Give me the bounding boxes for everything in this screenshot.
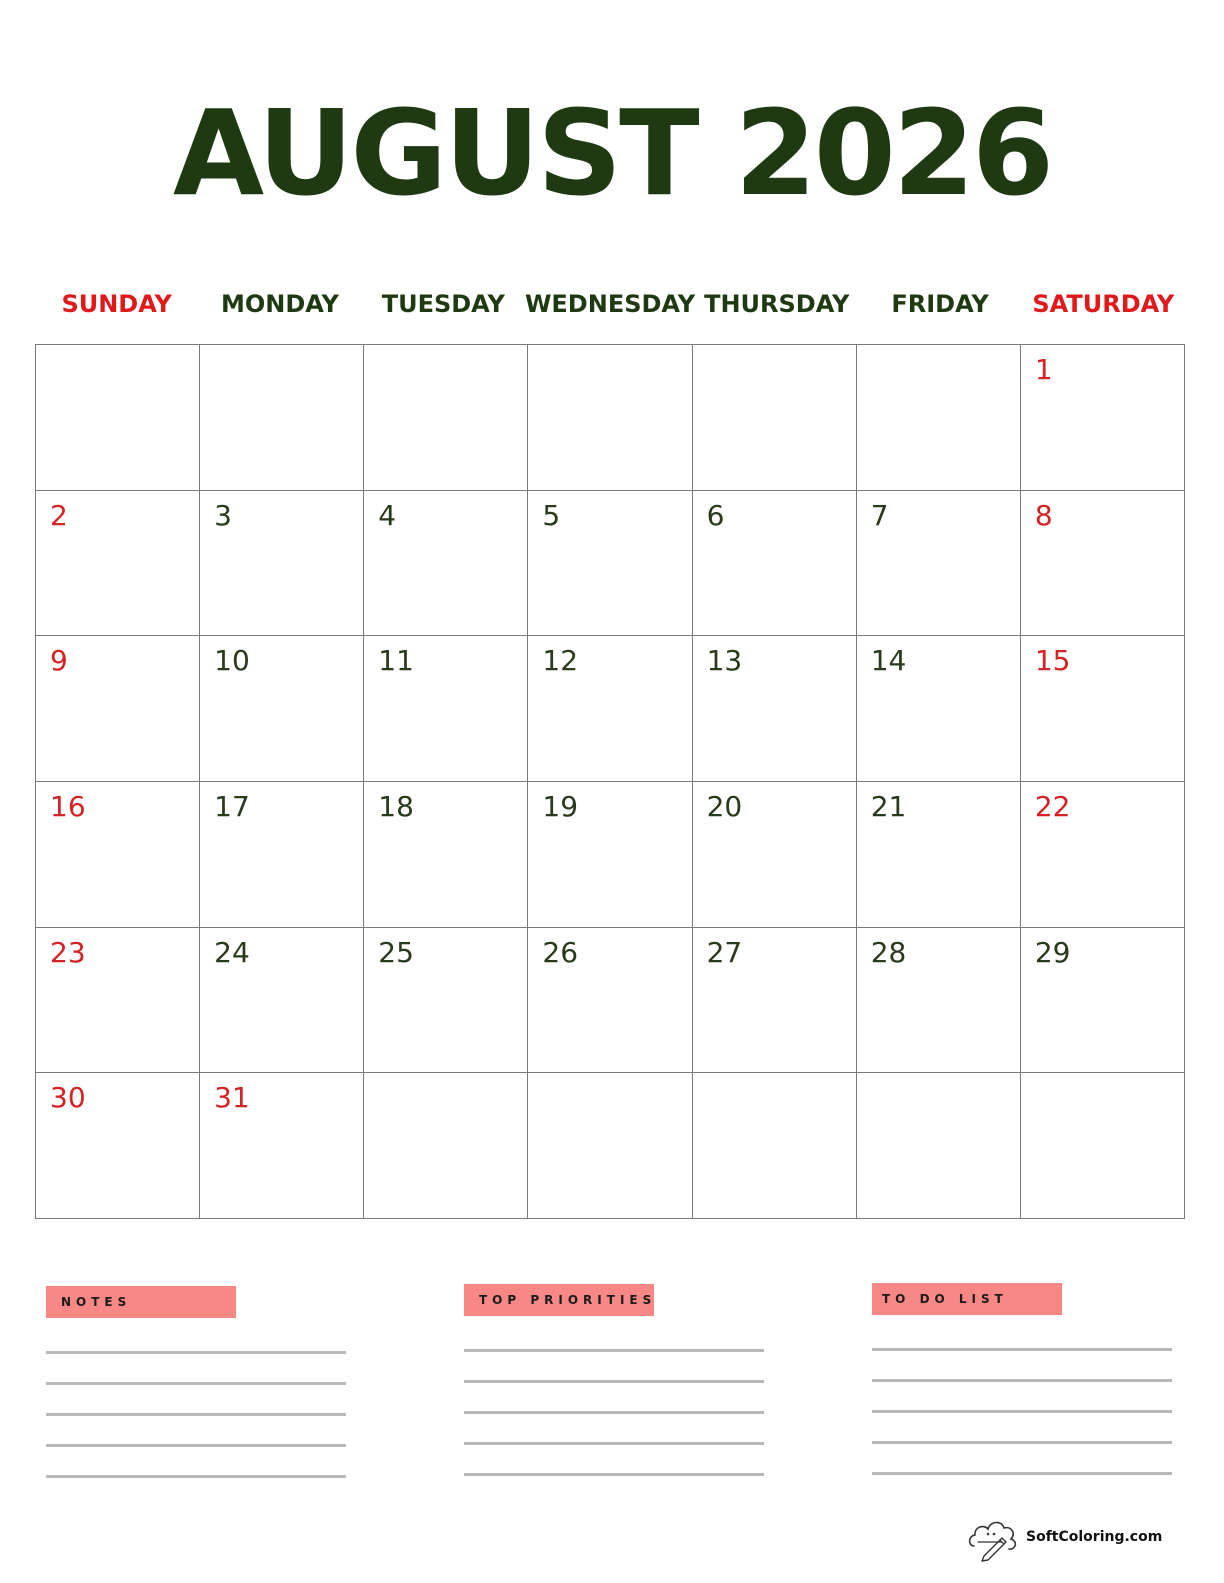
day-number: 15 bbox=[1034, 644, 1071, 678]
day-number: 26 bbox=[542, 935, 579, 969]
weekday-thursday: THURSDAY bbox=[704, 290, 850, 318]
day-cell bbox=[857, 636, 1021, 782]
day-cell bbox=[364, 636, 528, 782]
notes-section bbox=[46, 1286, 346, 1478]
day-number: 1 bbox=[1034, 353, 1053, 386]
day-number: 23 bbox=[50, 935, 86, 969]
day-number: 27 bbox=[706, 935, 743, 969]
day-cell bbox=[1021, 636, 1185, 782]
priorities-line bbox=[464, 1380, 764, 1383]
day-number: 17 bbox=[214, 790, 250, 823]
weekday-sunday: SUNDAY bbox=[61, 290, 172, 318]
day-cell bbox=[364, 782, 528, 928]
priorities-line bbox=[464, 1473, 764, 1476]
day-number: 8 bbox=[1034, 498, 1053, 532]
weekday-tuesday: TUESDAY bbox=[381, 290, 505, 318]
brand-text: SoftColoring.com bbox=[1026, 1529, 1163, 1545]
day-cell bbox=[693, 928, 857, 1074]
day-number: 16 bbox=[50, 790, 86, 823]
day-cell bbox=[1021, 491, 1185, 637]
weekday-saturday: SATURDAY bbox=[1032, 290, 1175, 318]
day-number: 18 bbox=[378, 790, 414, 823]
weekday-monday: MONDAY bbox=[220, 290, 339, 318]
day-number: 5 bbox=[542, 498, 561, 532]
day-number: 25 bbox=[378, 935, 414, 969]
priorities-line bbox=[464, 1411, 764, 1414]
todo-line bbox=[872, 1348, 1172, 1351]
day-number: 9 bbox=[50, 644, 68, 678]
top-priorities-section bbox=[464, 1284, 764, 1476]
day-number: 12 bbox=[542, 644, 579, 678]
top-priorities-label: TOP PRIORITIES bbox=[464, 1284, 654, 1316]
day-cell bbox=[36, 491, 200, 637]
to-do-list-label: TO DO LIST bbox=[872, 1283, 1062, 1315]
day-number: 24 bbox=[214, 935, 250, 969]
day-cell bbox=[200, 1073, 364, 1219]
todo-line bbox=[872, 1410, 1172, 1413]
to-do-list-section bbox=[872, 1283, 1172, 1475]
notes-label: NOTES bbox=[46, 1286, 236, 1318]
priorities-line bbox=[464, 1349, 764, 1352]
day-number: 22 bbox=[1034, 790, 1071, 823]
priorities-line bbox=[464, 1442, 764, 1445]
day-number: 20 bbox=[706, 790, 743, 823]
day-cell bbox=[693, 636, 857, 782]
page-title: AUGUST 2026 bbox=[172, 84, 1052, 222]
weekday-friday: FRIDAY bbox=[891, 290, 989, 318]
day-cell bbox=[528, 636, 692, 782]
day-cell bbox=[857, 928, 1021, 1074]
day-number: 3 bbox=[214, 498, 232, 532]
day-cell bbox=[364, 491, 528, 637]
notes-line bbox=[46, 1475, 346, 1478]
day-cell bbox=[36, 1073, 200, 1219]
day-cell bbox=[693, 491, 857, 637]
empty-cell bbox=[528, 1073, 692, 1219]
empty-cell bbox=[857, 345, 1021, 491]
day-number: 13 bbox=[706, 644, 743, 678]
day-number: 31 bbox=[214, 1081, 250, 1115]
day-number: 4 bbox=[378, 498, 397, 532]
day-cell bbox=[200, 782, 364, 928]
day-number: 11 bbox=[378, 644, 414, 678]
day-cell bbox=[36, 782, 200, 928]
todo-line bbox=[872, 1379, 1172, 1382]
empty-cell bbox=[693, 345, 857, 491]
notes-line bbox=[46, 1444, 346, 1447]
day-number: 29 bbox=[1034, 935, 1071, 969]
day-cell bbox=[200, 636, 364, 782]
cloud-pencil-logo-icon bbox=[966, 1512, 1022, 1562]
todo-line bbox=[872, 1472, 1172, 1475]
day-cell bbox=[857, 782, 1021, 928]
day-cell bbox=[200, 928, 364, 1074]
brand-watermark bbox=[966, 1512, 1166, 1562]
day-cell bbox=[857, 491, 1021, 637]
day-cell bbox=[528, 928, 692, 1074]
day-cell bbox=[693, 782, 857, 928]
day-cell bbox=[1021, 345, 1185, 491]
weekday-header-row bbox=[35, 284, 1185, 324]
empty-cell bbox=[36, 345, 200, 491]
day-number: 21 bbox=[870, 790, 907, 823]
empty-cell bbox=[857, 1073, 1021, 1219]
day-number: 28 bbox=[870, 935, 907, 969]
day-cell bbox=[36, 636, 200, 782]
day-cell bbox=[1021, 928, 1185, 1074]
day-cell bbox=[36, 928, 200, 1074]
day-cell bbox=[528, 491, 692, 637]
notes-line bbox=[46, 1351, 346, 1354]
empty-cell bbox=[200, 345, 364, 491]
day-cell bbox=[1021, 782, 1185, 928]
empty-cell bbox=[1021, 1073, 1185, 1219]
notes-line bbox=[46, 1382, 346, 1385]
day-number: 19 bbox=[542, 790, 579, 823]
empty-cell bbox=[528, 345, 692, 491]
day-number: 2 bbox=[50, 498, 68, 532]
day-number: 30 bbox=[50, 1081, 86, 1115]
day-number: 14 bbox=[870, 644, 907, 678]
day-cell bbox=[200, 491, 364, 637]
empty-cell bbox=[693, 1073, 857, 1219]
notes-line bbox=[46, 1413, 346, 1416]
day-cell bbox=[528, 782, 692, 928]
day-number: 10 bbox=[214, 644, 250, 678]
todo-line bbox=[872, 1441, 1172, 1444]
day-number: 7 bbox=[870, 498, 889, 532]
empty-cell bbox=[364, 1073, 528, 1219]
weekday-wednesday: WEDNESDAY bbox=[524, 290, 696, 318]
empty-cell bbox=[364, 345, 528, 491]
calendar-grid bbox=[35, 344, 1185, 1219]
day-number: 6 bbox=[706, 498, 725, 532]
day-cell bbox=[364, 928, 528, 1074]
